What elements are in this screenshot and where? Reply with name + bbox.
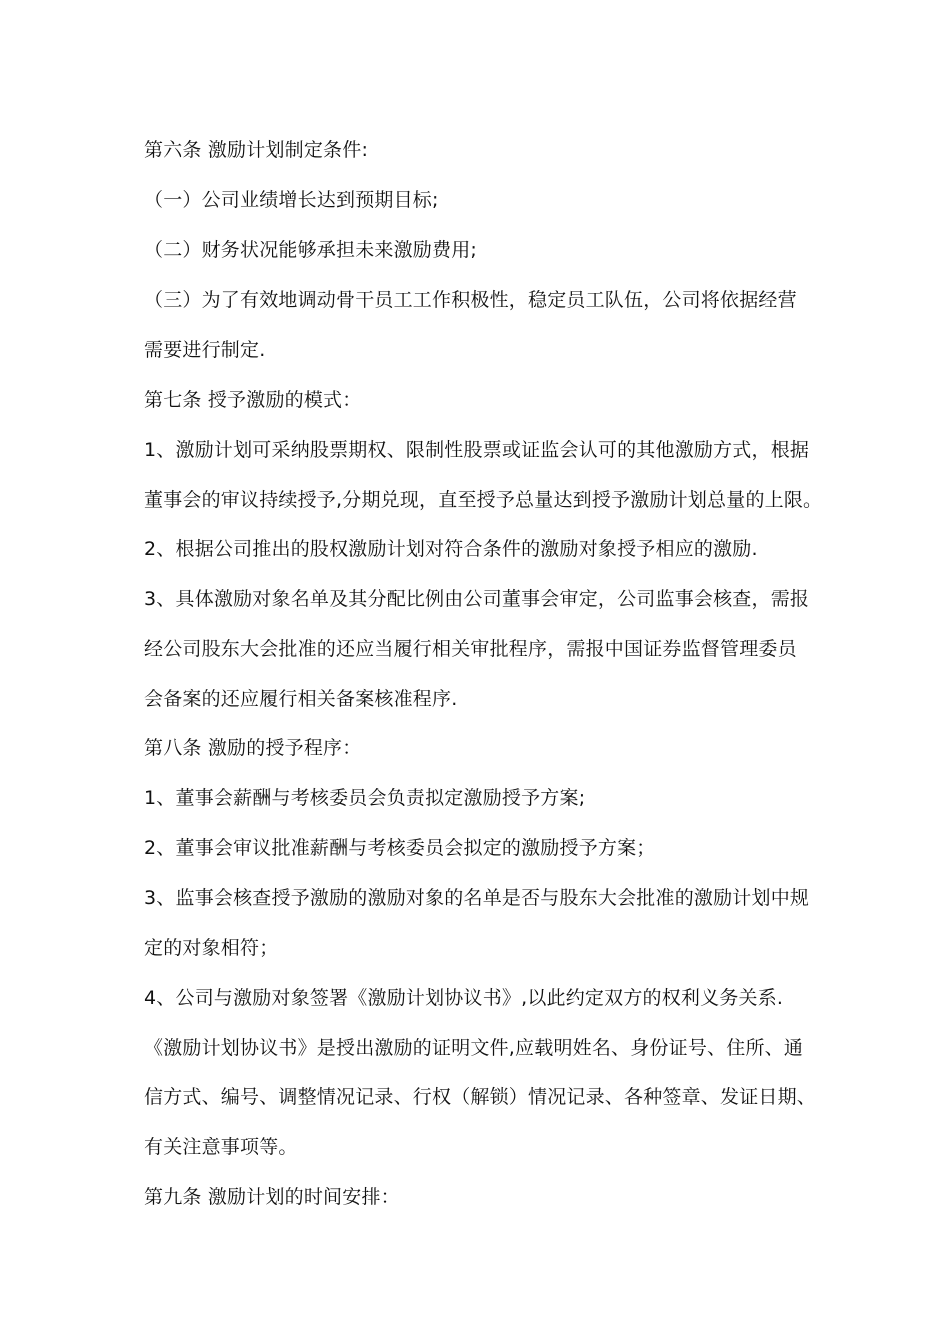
- article-6-item-3-line-2: 需要进行制定.: [144, 339, 266, 361]
- article-7-item-3-line-2: 经公司股东大会批准的还应当履行相关审批程序，需报中国证券监督管理委员: [144, 638, 797, 660]
- article-6-item-2: （二）财务状况能够承担未来激励费用;: [144, 239, 478, 261]
- article-8-item-4-line-1: 4、公司与激励对象签署《激励计划协议书》,以此约定双方的权利义务关系.: [144, 987, 784, 1009]
- article-7-item-2: 2、根据公司推出的股权激励计划对符合条件的激励对象授予相应的激励.: [144, 538, 758, 560]
- article-6-item-3-line-1: （三）为了有效地调动骨干员工工作积极性，稳定员工队伍，公司将依据经营: [144, 289, 797, 311]
- article-8-item-4-line-2: 《激励计划协议书》是授出激励的证明文件,应载明姓名、身份证号、住所、通: [144, 1037, 804, 1059]
- article-9-heading: 第九条 激励计划的时间安排：: [144, 1186, 400, 1208]
- article-8-item-3-line-2: 定的对象相符；: [144, 937, 279, 959]
- article-8-item-4-line-3: 信方式、编号、调整情况记录、行权（解锁）情况记录、各种签章、发证日期、: [144, 1086, 817, 1108]
- article-7-item-1-line-2: 董事会的审议持续授予,分期兑现，直至授予总量达到授予激励计划总量的上限。: [144, 489, 823, 511]
- article-8-item-2: 2、董事会审议批准薪酬与考核委员会拟定的激励授予方案；: [144, 837, 656, 859]
- article-8-item-4-line-4: 有关注意事项等。: [144, 1136, 298, 1158]
- article-7-heading: 第七条 授予激励的模式：: [144, 389, 362, 411]
- article-6-item-1: （一）公司业绩增长达到预期目标;: [144, 189, 439, 211]
- article-8-item-1: 1、董事会薪酬与考核委员会负责拟定激励授予方案;: [144, 787, 586, 809]
- article-7-item-3-line-1: 3、具体激励对象名单及其分配比例由公司董事会审定，公司监事会核查，需报: [144, 588, 810, 610]
- article-8-heading: 第八条 激励的授予程序：: [144, 737, 362, 759]
- article-6-heading: 第六条 激励计划制定条件:: [144, 139, 369, 161]
- article-8-item-3-line-1: 3、监事会核查授予激励的激励对象的名单是否与股东大会批准的激励计划中规: [144, 887, 810, 909]
- article-7-item-1-line-1: 1、激励计划可采纳股票期权、限制性股票或证监会认可的其他激励方式，根据: [144, 439, 810, 461]
- article-7-item-3-line-3: 会备案的还应履行相关备案核准程序.: [144, 688, 458, 710]
